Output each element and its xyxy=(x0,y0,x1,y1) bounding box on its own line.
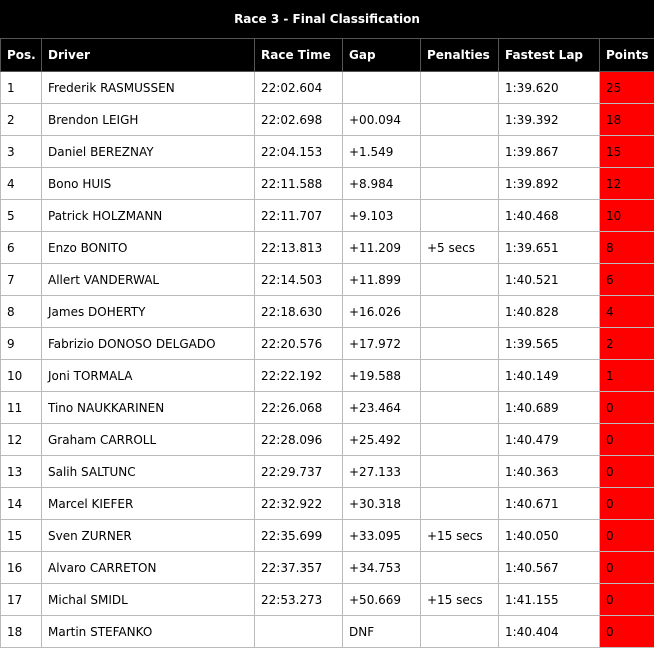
cell-points: 0 xyxy=(600,520,654,552)
cell-points: 0 xyxy=(600,424,654,456)
cell-gap: +19.588 xyxy=(343,360,421,392)
cell-points: 6 xyxy=(600,264,654,296)
cell-pos: 12 xyxy=(1,424,42,456)
cell-pos: 5 xyxy=(1,200,42,232)
cell-fastest-lap: 1:40.149 xyxy=(499,360,600,392)
cell-fastest-lap: 1:40.828 xyxy=(499,296,600,328)
cell-driver: Sven ZURNER xyxy=(42,520,255,552)
cell-points: 15 xyxy=(600,136,654,168)
cell-penalties xyxy=(421,328,499,360)
cell-race-time: 22:53.273 xyxy=(255,584,343,616)
cell-driver: Salih SALTUNC xyxy=(42,456,255,488)
cell-penalties xyxy=(421,488,499,520)
cell-fastest-lap: 1:41.155 xyxy=(499,584,600,616)
table-row xyxy=(1,232,654,264)
cell-gap: +16.026 xyxy=(343,296,421,328)
table-row xyxy=(1,520,654,552)
table-row xyxy=(1,392,654,424)
cell-gap: +27.133 xyxy=(343,456,421,488)
cell-driver: Graham CARROLL xyxy=(42,424,255,456)
cell-pos: 14 xyxy=(1,488,42,520)
col-header-fastest-lap: Fastest Lap xyxy=(499,39,600,72)
col-header-points: Points xyxy=(600,39,654,72)
cell-race-time: 22:11.588 xyxy=(255,168,343,200)
cell-driver: Enzo BONITO xyxy=(42,232,255,264)
cell-points: 12 xyxy=(600,168,654,200)
cell-penalties xyxy=(421,296,499,328)
table-row xyxy=(1,616,654,648)
cell-pos: 6 xyxy=(1,232,42,264)
cell-pos: 16 xyxy=(1,552,42,584)
cell-gap: +50.669 xyxy=(343,584,421,616)
cell-race-time: 22:26.068 xyxy=(255,392,343,424)
cell-race-time: 22:02.698 xyxy=(255,104,343,136)
cell-driver: Michal SMIDL xyxy=(42,584,255,616)
cell-points: 2 xyxy=(600,328,654,360)
cell-driver: Frederik RASMUSSEN xyxy=(42,72,255,104)
cell-fastest-lap: 1:39.892 xyxy=(499,168,600,200)
cell-penalties xyxy=(421,136,499,168)
cell-driver: Joni TORMALA xyxy=(42,360,255,392)
table-row xyxy=(1,200,654,232)
cell-penalties xyxy=(421,72,499,104)
table-row xyxy=(1,328,654,360)
table-row xyxy=(1,584,654,616)
cell-points: 1 xyxy=(600,360,654,392)
table-row xyxy=(1,552,654,584)
cell-fastest-lap: 1:40.404 xyxy=(499,616,600,648)
cell-pos: 3 xyxy=(1,136,42,168)
cell-fastest-lap: 1:39.651 xyxy=(499,232,600,264)
cell-fastest-lap: 1:40.479 xyxy=(499,424,600,456)
cell-race-time xyxy=(255,616,343,648)
table-row xyxy=(1,104,654,136)
cell-fastest-lap: 1:40.671 xyxy=(499,488,600,520)
cell-points: 0 xyxy=(600,552,654,584)
table-row xyxy=(1,168,654,200)
col-header-race-time: Race Time xyxy=(255,39,343,72)
cell-points: 0 xyxy=(600,584,654,616)
cell-driver: Brendon LEIGH xyxy=(42,104,255,136)
cell-penalties: +15 secs xyxy=(421,520,499,552)
cell-fastest-lap: 1:40.689 xyxy=(499,392,600,424)
cell-penalties: +5 secs xyxy=(421,232,499,264)
cell-pos: 13 xyxy=(1,456,42,488)
cell-gap: +34.753 xyxy=(343,552,421,584)
cell-driver: Bono HUIS xyxy=(42,168,255,200)
cell-race-time: 22:29.737 xyxy=(255,456,343,488)
header-row xyxy=(1,39,654,72)
cell-gap: +25.492 xyxy=(343,424,421,456)
cell-gap: +9.103 xyxy=(343,200,421,232)
cell-pos: 15 xyxy=(1,520,42,552)
cell-penalties xyxy=(421,104,499,136)
cell-driver: Martin STEFANKO xyxy=(42,616,255,648)
cell-points: 0 xyxy=(600,616,654,648)
table-row xyxy=(1,296,654,328)
cell-gap: +23.464 xyxy=(343,392,421,424)
cell-pos: 9 xyxy=(1,328,42,360)
cell-pos: 11 xyxy=(1,392,42,424)
cell-race-time: 22:11.707 xyxy=(255,200,343,232)
cell-fastest-lap: 1:40.521 xyxy=(499,264,600,296)
cell-gap: +8.984 xyxy=(343,168,421,200)
cell-pos: 18 xyxy=(1,616,42,648)
cell-gap: DNF xyxy=(343,616,421,648)
cell-fastest-lap: 1:40.363 xyxy=(499,456,600,488)
cell-gap: +11.209 xyxy=(343,232,421,264)
cell-points: 10 xyxy=(600,200,654,232)
cell-driver: Alvaro CARRETON xyxy=(42,552,255,584)
cell-fastest-lap: 1:40.050 xyxy=(499,520,600,552)
cell-race-time: 22:28.096 xyxy=(255,424,343,456)
cell-race-time: 22:37.357 xyxy=(255,552,343,584)
cell-penalties xyxy=(421,424,499,456)
table-row xyxy=(1,72,654,104)
col-header-driver: Driver xyxy=(42,39,255,72)
cell-race-time: 22:35.699 xyxy=(255,520,343,552)
table-row xyxy=(1,424,654,456)
cell-gap: +1.549 xyxy=(343,136,421,168)
cell-pos: 1 xyxy=(1,72,42,104)
cell-penalties xyxy=(421,456,499,488)
cell-points: 4 xyxy=(600,296,654,328)
cell-pos: 4 xyxy=(1,168,42,200)
col-header-pos: Pos. xyxy=(1,39,42,72)
table-row xyxy=(1,360,654,392)
table-row xyxy=(1,488,654,520)
cell-pos: 8 xyxy=(1,296,42,328)
cell-penalties xyxy=(421,552,499,584)
cell-race-time: 22:02.604 xyxy=(255,72,343,104)
cell-gap: +00.094 xyxy=(343,104,421,136)
cell-driver: Tino NAUKKARINEN xyxy=(42,392,255,424)
cell-race-time: 22:20.576 xyxy=(255,328,343,360)
cell-gap: +17.972 xyxy=(343,328,421,360)
cell-points: 0 xyxy=(600,456,654,488)
cell-gap: +30.318 xyxy=(343,488,421,520)
cell-penalties xyxy=(421,392,499,424)
cell-driver: James DOHERTY xyxy=(42,296,255,328)
cell-points: 25 xyxy=(600,72,654,104)
cell-fastest-lap: 1:39.565 xyxy=(499,328,600,360)
cell-penalties xyxy=(421,168,499,200)
cell-penalties xyxy=(421,616,499,648)
cell-driver: Marcel KIEFER xyxy=(42,488,255,520)
cell-race-time: 22:22.192 xyxy=(255,360,343,392)
cell-race-time: 22:13.813 xyxy=(255,232,343,264)
classification-table xyxy=(0,38,654,648)
cell-gap: +11.899 xyxy=(343,264,421,296)
cell-points: 0 xyxy=(600,392,654,424)
cell-driver: Patrick HOLZMANN xyxy=(42,200,255,232)
cell-fastest-lap: 1:40.468 xyxy=(499,200,600,232)
cell-penalties xyxy=(421,200,499,232)
col-header-penalties: Penalties xyxy=(421,39,499,72)
cell-fastest-lap: 1:39.867 xyxy=(499,136,600,168)
table-row xyxy=(1,264,654,296)
cell-race-time: 22:18.630 xyxy=(255,296,343,328)
table-row xyxy=(1,136,654,168)
cell-gap xyxy=(343,72,421,104)
cell-penalties xyxy=(421,264,499,296)
cell-race-time: 22:32.922 xyxy=(255,488,343,520)
cell-pos: 10 xyxy=(1,360,42,392)
cell-points: 18 xyxy=(600,104,654,136)
cell-driver: Daniel BEREZNAY xyxy=(42,136,255,168)
cell-fastest-lap: 1:39.620 xyxy=(499,72,600,104)
cell-penalties xyxy=(421,360,499,392)
col-header-gap: Gap xyxy=(343,39,421,72)
cell-driver: Fabrizio DONOSO DELGADO xyxy=(42,328,255,360)
cell-gap: +33.095 xyxy=(343,520,421,552)
cell-pos: 7 xyxy=(1,264,42,296)
table-row xyxy=(1,456,654,488)
cell-points: 8 xyxy=(600,232,654,264)
cell-race-time: 22:04.153 xyxy=(255,136,343,168)
cell-driver: Allert VANDERWAL xyxy=(42,264,255,296)
cell-pos: 2 xyxy=(1,104,42,136)
cell-points: 0 xyxy=(600,488,654,520)
cell-pos: 17 xyxy=(1,584,42,616)
cell-fastest-lap: 1:40.567 xyxy=(499,552,600,584)
cell-race-time: 22:14.503 xyxy=(255,264,343,296)
page-title: Race 3 - Final Classification xyxy=(0,0,654,38)
cell-fastest-lap: 1:39.392 xyxy=(499,104,600,136)
cell-penalties: +15 secs xyxy=(421,584,499,616)
table-body xyxy=(1,72,654,648)
